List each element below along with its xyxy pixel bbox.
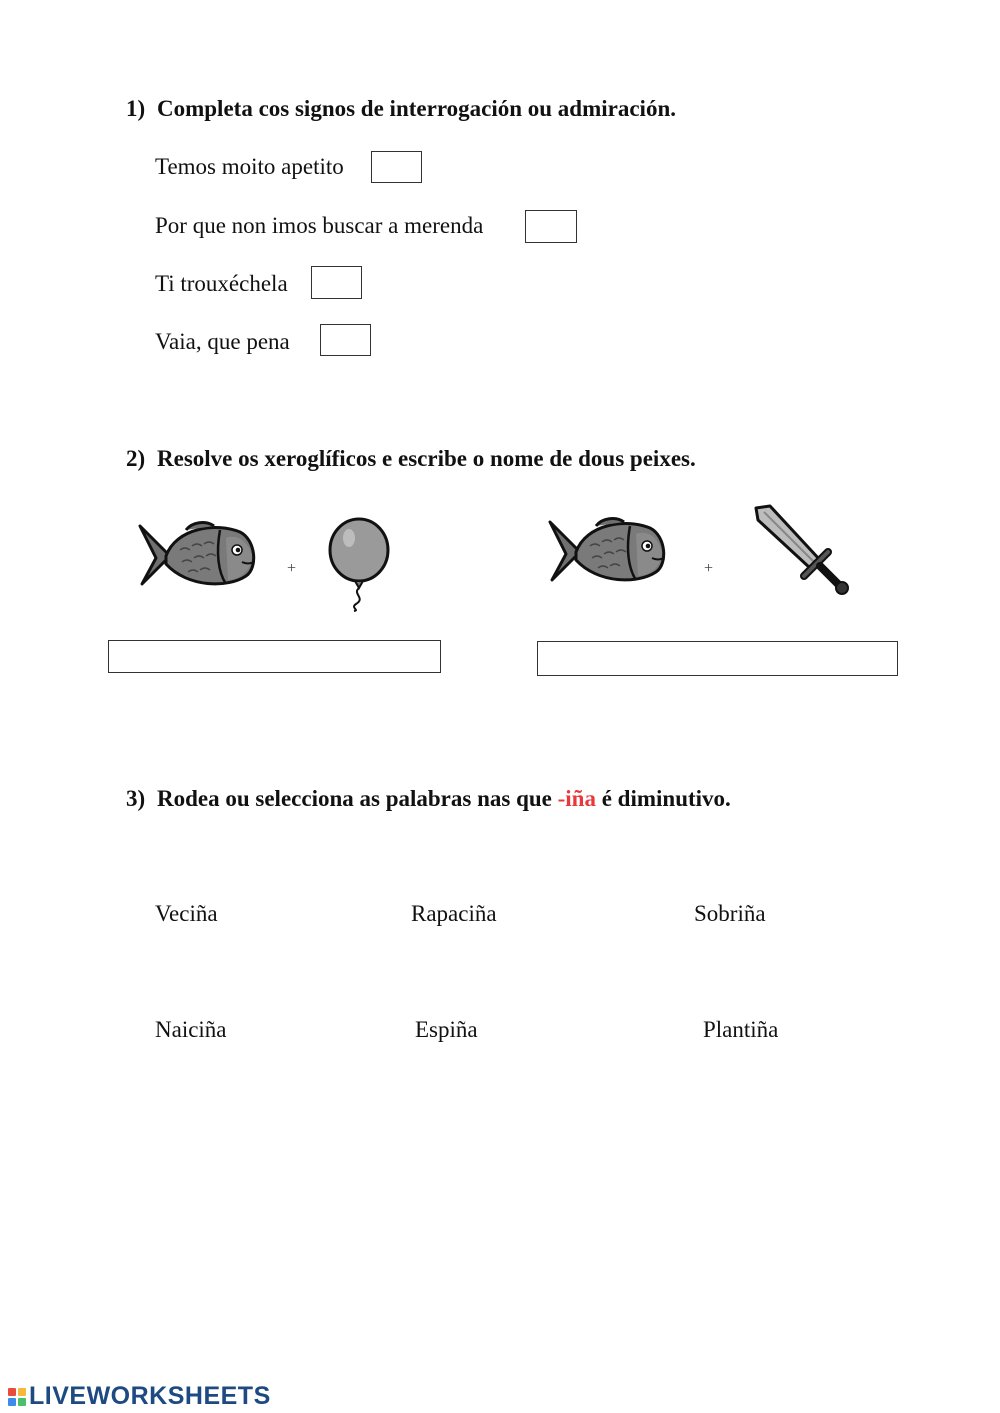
- section1-title: Completa cos signos de interrogación ou admiración.: [157, 96, 676, 121]
- section1-number: 1): [126, 96, 146, 121]
- sentence-2: Por que non imos buscar a merenda: [155, 213, 484, 238]
- word-option[interactable]: Sobriña: [694, 901, 766, 926]
- balloon-icon: [324, 516, 394, 612]
- word-option[interactable]: Plantiña: [703, 1017, 779, 1042]
- plus-sign-2: +: [704, 560, 714, 577]
- brand-name: LIVEWORKSHEETS: [29, 1382, 271, 1410]
- section3-number: 3): [126, 786, 146, 811]
- footer-brand: [8, 1382, 271, 1411]
- section1-heading: [126, 96, 676, 122]
- answer-box-2[interactable]: [525, 210, 577, 243]
- liveworksheets-logo-icon: [8, 1388, 26, 1406]
- answer-box-4[interactable]: [320, 324, 371, 356]
- plus-sign-1: +: [287, 560, 297, 577]
- answer-box-1[interactable]: [371, 151, 422, 183]
- word-option[interactable]: Rapaciña: [411, 901, 497, 926]
- section3-title-before: Rodea ou selecciona as palabras nas que: [157, 786, 552, 811]
- word-option[interactable]: Veciña: [155, 901, 218, 926]
- fish-icon: [546, 512, 670, 602]
- sentence-1: Temos moito apetito: [155, 154, 344, 179]
- section3-title-after: é diminutivo.: [601, 786, 731, 811]
- answer-field-fish-1[interactable]: [108, 640, 441, 673]
- sword-icon: [750, 502, 866, 606]
- sentence-4: Vaia, que pena: [155, 329, 290, 354]
- answer-field-fish-2[interactable]: [537, 641, 898, 676]
- answer-box-3[interactable]: [311, 266, 362, 299]
- section2-number: 2): [126, 446, 146, 471]
- section2-heading: [126, 446, 696, 472]
- section2-title: Resolve os xeroglíficos e escribe o nome de dous peixes.: [157, 446, 696, 471]
- section3-heading: [126, 786, 731, 812]
- word-option[interactable]: Espiña: [415, 1017, 478, 1042]
- sentence-3: Ti trouxéchela: [155, 271, 288, 296]
- fish-icon: [136, 516, 260, 606]
- section3-title-highlight: -iña: [557, 786, 596, 811]
- word-option[interactable]: Naiciña: [155, 1017, 227, 1042]
